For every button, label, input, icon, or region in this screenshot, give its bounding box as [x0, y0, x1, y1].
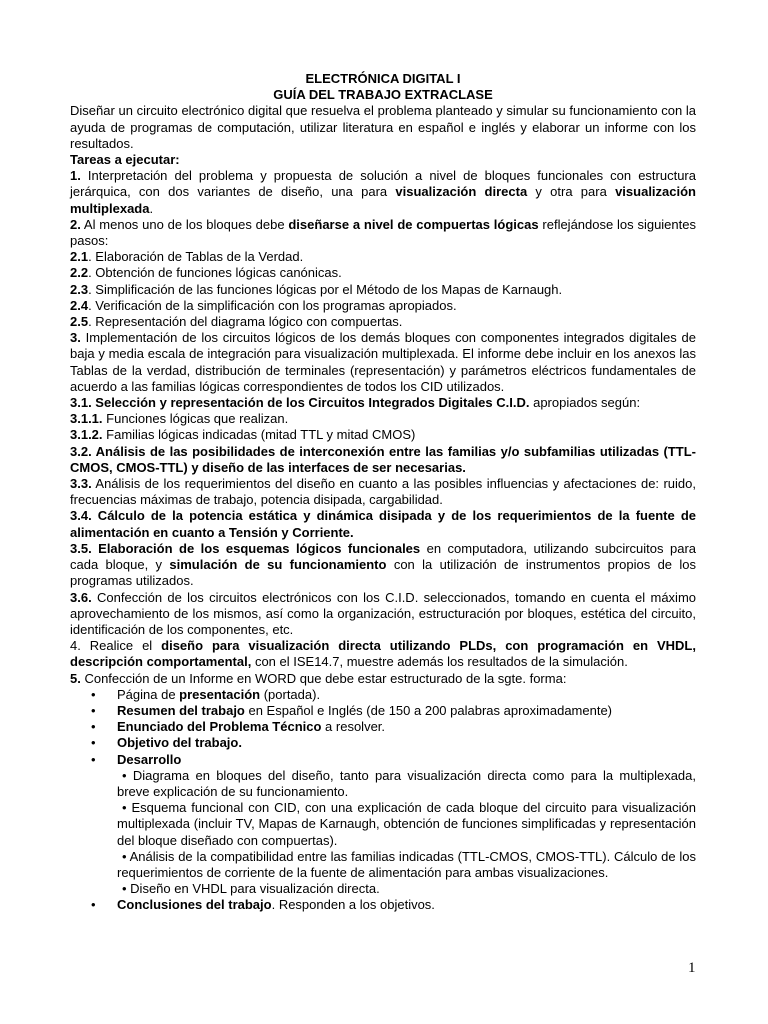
task-5: 5. Confección de un Informe en WORD que debe estar estructurado de la sgte. forma:: [70, 670, 567, 686]
list-item: • Esquema funcional con CID, con una explicación de cada bloque del circuito para visualización multiplexada (incluir TV, Mapas de Karnaugh, obtención de funciones simplificadas y representación del bloque diseñado con compuertas).: [117, 800, 696, 848]
list-item: • Conclusiones del trabajo. Responden a los objetivos.: [91, 897, 435, 913]
step-2-1: 2.1. Elaboración de Tablas de la Verdad.: [70, 249, 304, 265]
report-structure-list: [70, 687, 696, 914]
task-4: 4. Realice el diseño para visualización directa utilizando PLDs, con programación en VHDL, descripción comportamental, con el ISE14.7, muestre además los resultados de la simulación.: [70, 638, 696, 670]
list-item: • Análisis de la compatibilidad entre las familias indicadas (TTL-CMOS, CMOS-TTL). Cálculo de los requerimientos de corriente de la fuente de alimentación para ambas visualizaciones.: [117, 848, 696, 880]
bullet-icon: •: [91, 719, 96, 735]
bullet-icon: •: [91, 686, 96, 702]
step-2-4: 2.4. Verificación de la simplificación con los programas apropiados.: [70, 297, 457, 313]
step-2-2: 2.2. Obtención de funciones lógicas canónicas.: [70, 265, 342, 281]
development-sublist: [117, 768, 696, 898]
list-item: • Página de presentación (portada).: [91, 686, 321, 702]
task-3-1: 3.1. Selección y representación de los Circuitos Integrados Digitales C.I.D. apropiados según:: [70, 395, 641, 411]
bullet-icon: •: [91, 897, 96, 913]
task-3: 3. Implementación de los circuitos lógicos de los demás bloques con componentes integrados digitales de baja y media escala de integración para visualización multiplexada. El informe debe incluir en los anexos las Tablas de la verdad, distribución de terminales (representación) y parámetros eléctricos fundamentales de acuerdo a las familias lógicas correspondientes de todos los CID utilizados.: [70, 330, 696, 394]
document-title: ELECTRÓNICA DIGITAL I: [305, 71, 461, 86]
list-item: • Desarrollo • Diagrama en bloques del diseño, tanto para visualización directa como para la multiplexada, breve explicación de su funcionamiento. • Esquema funcional con CID, con una explicación de cada bloque del circuito para visualización multiplexada (incluir TV, Mapas de Karnaugh, obtención de funciones simplificadas y representación del bloque diseñado con compuertas). • Análisis de la compatibilidad entre las familias indicadas (TTL-CMOS, CMOS-TTL). Cálculo de los requerimientos de corriente de la fuente de alimentación para ambas visualizaciones. • Diseño en VHDL para visualización directa.: [91, 751, 696, 897]
task-3-5: 3.5. Elaboración de los esquemas lógicos funcionales en computadora, utilizando subcircuitos para cada bloque, y simulación de su funcionamiento con la utilización de instrumentos propios de los programas utilizados.: [70, 540, 696, 589]
task-3-1-1: 3.1.1. Funciones lógicas que realizan.: [70, 411, 289, 427]
intro-paragraph: Diseñar un circuito electrónico digital que resuelva el problema planteado y simular su funcionamiento con la ayuda de programas de computación, utilizar literatura en español e inglés y elaborar un informe con los resultados.: [70, 103, 696, 151]
list-item: • Diagrama en bloques del diseño, tanto para visualización directa como para la multiplexada, breve explicación de su funcionamiento.: [117, 767, 696, 799]
task-3-2: 3.2. Análisis de las posibilidades de interconexión entre las familias y/o subfamilias utilizadas (TTL-CMOS, CMOS-TTL) y diseño de las interfaces de ser necesarias.: [70, 443, 696, 475]
tasks-heading: Tareas a ejecutar:: [70, 152, 180, 168]
step-2-3: 2.3. Simplificación de las funciones lógicas por el Método de los Mapas de Karnaugh.: [70, 281, 563, 297]
step-2-5: 2.5. Representación del diagrama lógico con compuertas.: [70, 314, 403, 330]
task-3-4: 3.4. Cálculo de la potencia estática y dinámica disipada y de los requerimientos de la fuente de alimentación en cuanto a Tensión y Corriente.: [70, 508, 696, 540]
list-item: • Objetivo del trabajo.: [91, 735, 242, 751]
task-3-3: 3.3. Análisis de los requerimientos del diseño en cuanto a las posibles influencias y afectaciones de: ruido, frecuencias máximas de trabajo, potencia disipada, cargabilidad.: [70, 476, 696, 508]
list-item: • Enunciado del Problema Técnico a resolver.: [91, 719, 386, 735]
bullet-icon: •: [91, 702, 96, 718]
list-item: • Resumen del trabajo en Español e Inglés (de 150 a 200 palabras aproximadamente): [91, 702, 613, 718]
task-3-6: 3.6. Confección de los circuitos electrónicos con los C.I.D. seleccionados, tomando en cuenta el máximo aprovechamiento de los mismos, así como la organización, estructuración por bloques, estética del circuito, identificación de los componentes, etc.: [70, 589, 696, 637]
document-subtitle: GUÍA DEL TRABAJO EXTRACLASE: [273, 87, 493, 103]
page-number: 1: [688, 960, 696, 976]
document-page: [70, 71, 696, 914]
bullet-icon: •: [91, 735, 96, 751]
list-item: • Diseño en VHDL para visualización directa.: [122, 881, 380, 897]
bullet-icon: •: [91, 751, 96, 767]
task-1: 1. Interpretación del problema y propuesta de solución a nivel de bloques funcionales con estructura jerárquica, con dos variantes de diseño, una para visualización directa y otra para visualización multiplexada.: [70, 168, 696, 216]
task-2: 2. Al menos uno de los bloques debe diseñarse a nivel de compuertas lógicas reflejándose los siguientes pasos:: [70, 216, 696, 249]
task-3-1-2: 3.1.2. Familias lógicas indicadas (mitad TTL y mitad CMOS): [70, 427, 416, 443]
